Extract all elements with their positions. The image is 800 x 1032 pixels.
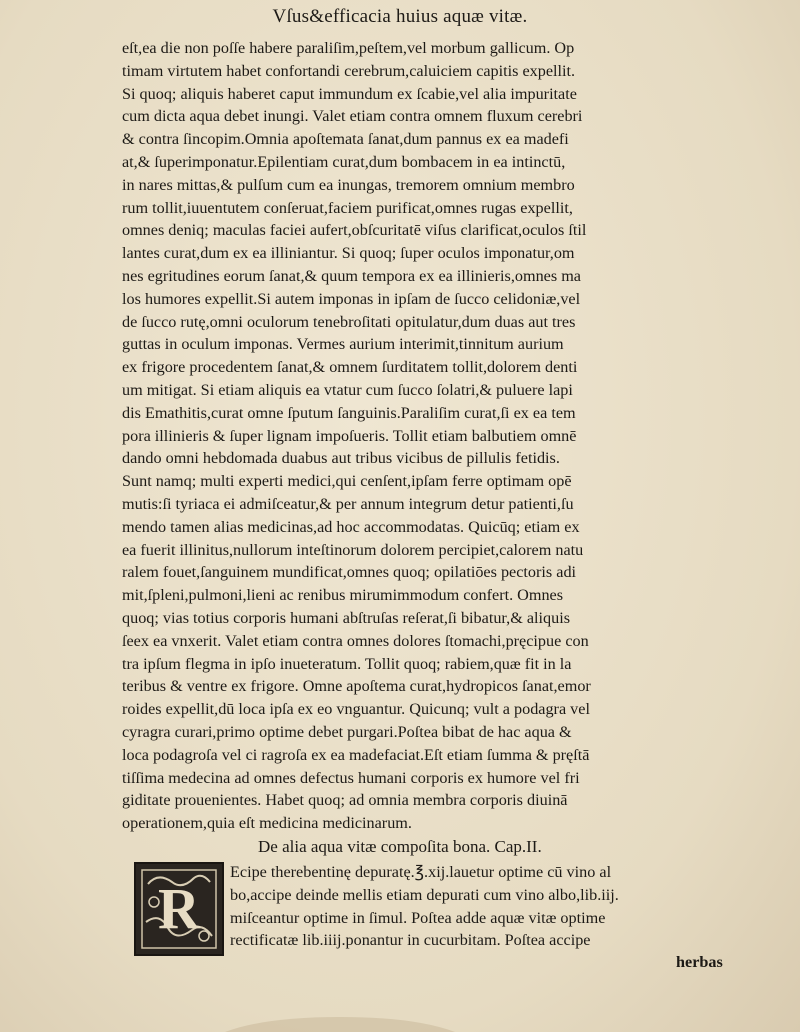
text-line: cyragra curari,primo optime debet purgari.Poſtea bibat de hac aqua & bbox=[122, 722, 572, 741]
text-line: de ſucco rutę,omni oculorum tenebroſitati opitulatur,dum duas aut tres bbox=[122, 312, 576, 331]
catchword: herbas bbox=[676, 953, 723, 971]
text-line: guttas in oculum imponas. Vermes aurium interimit,tinnitum aurium bbox=[122, 335, 564, 354]
text-line: tiſſima medecina ad omnes defectus humani corporis ex humore vel fri bbox=[122, 768, 580, 787]
text-line: dis Emathitis,curat omne ſputum ſanguinis.Paraliſim curat,ſi ex ea tem bbox=[122, 403, 576, 422]
text-line: omnes deniq; maculas faciei aufert,obſcuritatē viſus clarificat,oculos ſtil bbox=[122, 221, 587, 240]
page-edge-shadow bbox=[225, 1015, 455, 1032]
chapter-text-line: rectificatæ lib.iiij.ponantur in cucurbitam. Poſtea accipe bbox=[230, 931, 591, 950]
chapter-text-line: bo,accipe deinde mellis etiam depurati cum vino albo,lib.iij. bbox=[230, 885, 619, 904]
text-line: in nares mittas,& pulſum cum ea inungas, tremorem omnium membro bbox=[122, 175, 575, 194]
text-line: ea fuerit illinitus,nullorum inteſtinorum dolorem percipiet,calorem natu bbox=[122, 540, 584, 559]
text-line: nes egritudines eorum ſanat,& quum tempora ex ea illinieris,omnes ma bbox=[122, 266, 581, 285]
body-text bbox=[122, 37, 742, 835]
text-line: los humores expellit.Si autem imponas in ipſam de ſucco celidoniæ,vel bbox=[122, 289, 581, 308]
text-line: ſeex ea vnxerit. Valet etiam contra omnes dolores ſtomachi,pręcipue con bbox=[122, 631, 589, 650]
text-line: tra ipſum flegma in ipſo inueteratum. Tollit quoq; rabiem,quæ fit in la bbox=[122, 654, 572, 673]
chapter-text bbox=[230, 861, 750, 952]
text-line: Sunt namq; multi experti medici,qui cenſent,ipſam ferre optimam opē bbox=[122, 472, 572, 491]
text-line: loca podagroſa vel ci ragroſa ex ea madefaciat.Eſt etiam ſumma & pręſtā bbox=[122, 745, 590, 764]
text-line: ralem fouet,ſanguinem mundificat,omnes quoq; opilatiōes pectoris adi bbox=[122, 563, 577, 582]
text-line: operationem,quia eſt medicina medicinarum. bbox=[122, 814, 412, 833]
text-line: um mitigat. Si etiam aliquis ea vtatur cum ſucco ſolatri,& puluere lapi bbox=[122, 380, 573, 399]
text-line: quoq; vias totius corporis humani abſtruſas reſerat,ſi bibatur,& aliquis bbox=[122, 608, 571, 627]
text-line: rum tollit,iuuentutem conſeruat,faciem purificat,omnes rugas expellit, bbox=[122, 198, 573, 217]
text-line: ex frigore procedentem ſanat,& omnem ſurditatem tollit,dolorem denti bbox=[122, 358, 578, 377]
text-line: pora illinieris & ſuper lignam impoſueris. Tollit etiam balbutiem omnē bbox=[122, 426, 577, 445]
text-line: & contra ſincopim.Omnia apoſtemata ſanat,dum pannus ex ea madefi bbox=[122, 130, 569, 149]
initial-letter: R bbox=[158, 876, 200, 941]
chapter-heading: De alia aqua vitæ compoſita bona. Cap.II. bbox=[258, 837, 542, 856]
text-line: timam virtutem habet confortandi cerebrum,caluiciem capitis expellit. bbox=[122, 61, 576, 80]
chapter-text-line: Ecipe therebentinę depuratę.℥.xij.lauetur optime cū vino al bbox=[230, 863, 612, 881]
text-line: Si quoq; aliquis haberet caput immundum ex ſcabie,vel alia impuritate bbox=[122, 84, 577, 103]
decorated-initial-r-icon bbox=[134, 862, 224, 956]
text-line: dando omni hebdomada duabus aut tribus vicibus de pillulis fetidis. bbox=[122, 449, 560, 468]
running-head: Vſus&efficacia huius aquæ vitæ. bbox=[272, 6, 528, 27]
chapter-text-line: miſceantur optime in ſimul. Poſtea adde aquæ vitæ optime bbox=[230, 908, 606, 927]
text-line: mutis:ſi tyriaca ei admiſceatur,& per annum integrum detur patienti,ſu bbox=[122, 494, 574, 513]
text-line: mendo tamen alias medicinas,ad hoc accommodatas. Quicūq; etiam ex bbox=[122, 517, 580, 536]
text-line: cum dicta aqua debet inungi. Valet etiam contra omnem fluxum cerebri bbox=[122, 107, 583, 126]
text-line: lantes curat,dum ex ea illiniantur. Si quoq; ſuper oculos imponatur,om bbox=[122, 244, 575, 263]
text-line: giditate prouenientes. Habet quoq; ad omnia membra corporis diuinā bbox=[122, 791, 568, 810]
text-line: at,& ſuperimponatur.Epilentiam curat,dum bombacem in ea intinctū, bbox=[122, 152, 566, 171]
text-line: eſt,ea die non poſſe habere paraliſim,peſtem,vel morbum gallicum. Op bbox=[122, 39, 575, 57]
text-line: mit,ſpleni,pulmoni,lieni ac renibus mirumimmodum confert. Omnes bbox=[122, 586, 564, 605]
text-line: teribus & ventre ex frigore. Omne apoſtema curat,hydropicos ſanat,emor bbox=[122, 677, 591, 696]
text-line: roides expellit,dū loca ipſa ex eo vnguantur. Quicunq; vult a podagra vel bbox=[122, 700, 590, 719]
